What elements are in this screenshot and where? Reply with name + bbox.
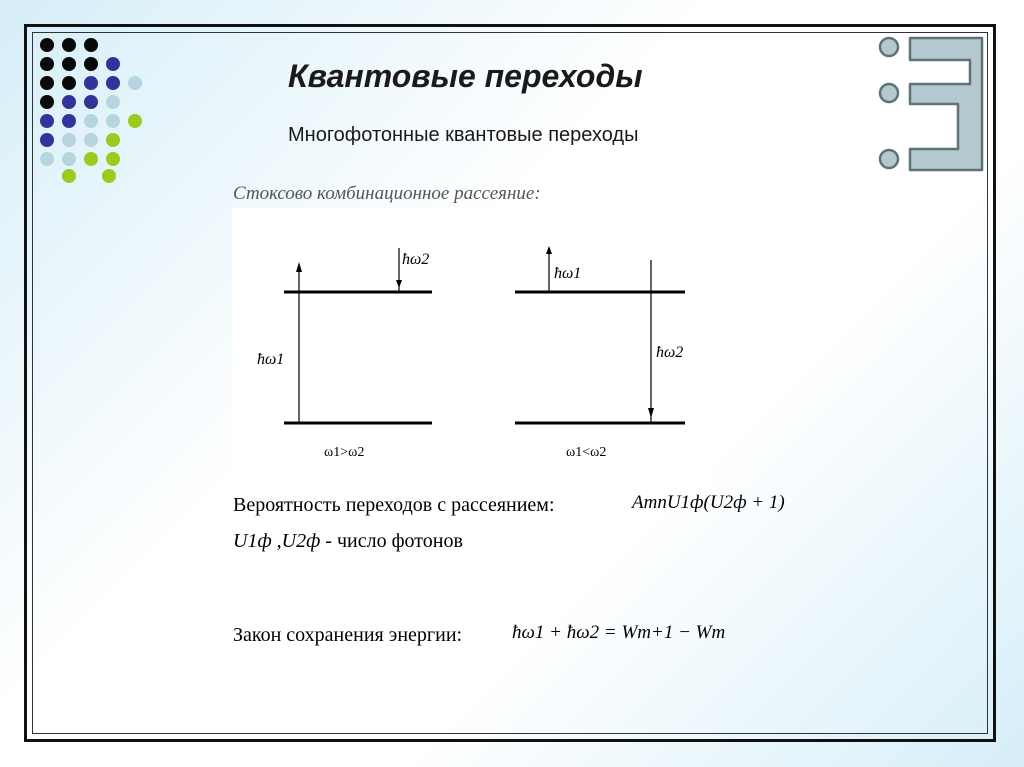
dot — [62, 169, 76, 183]
dot — [106, 133, 120, 147]
label-photon-out-right: ħω2 — [656, 344, 684, 361]
photon-symbols: U1ф ,U2ф — [233, 530, 321, 552]
energy-level-diagram — [232, 208, 709, 492]
condition-left: ω1>ω2 — [324, 445, 365, 460]
bracket-decoration — [870, 34, 990, 174]
dot — [106, 95, 120, 109]
label-photon-in-left: ħω1 — [257, 351, 285, 368]
dot — [62, 76, 76, 90]
dot — [40, 95, 54, 109]
photons-line — [233, 530, 463, 553]
dot — [128, 114, 142, 128]
probability-formula: AmnU1ф(U2ф + 1) — [632, 492, 785, 513]
dot — [40, 114, 54, 128]
dot — [84, 114, 98, 128]
arrow-head-up-left — [296, 262, 302, 272]
photon-description: - число фотонов — [325, 530, 463, 552]
arrow-head-down-right — [648, 408, 654, 418]
dot — [40, 57, 54, 71]
dot — [102, 169, 116, 183]
dot — [40, 133, 54, 147]
dot — [62, 57, 76, 71]
dot — [62, 38, 76, 52]
dot — [62, 95, 76, 109]
label-photon-in-right: ħω1 — [554, 265, 582, 282]
dot — [84, 38, 98, 52]
dot — [106, 114, 120, 128]
energy-formula: ħω1 + ħω2 = Wm+1 − Wm — [512, 622, 726, 643]
dot — [40, 38, 54, 52]
dot — [106, 57, 120, 71]
page-title: Квантовые переходы — [288, 58, 643, 94]
dot — [62, 133, 76, 147]
energy-label: Закон сохранения энергии: — [233, 624, 463, 646]
dot — [62, 114, 76, 128]
dot — [84, 57, 98, 71]
arrow-head-down-left — [396, 280, 402, 288]
dot — [84, 152, 98, 166]
dot — [84, 76, 98, 90]
dot — [106, 152, 120, 166]
dot-grid-decoration — [36, 34, 146, 184]
dot — [84, 95, 98, 109]
dot — [62, 152, 76, 166]
arrow-head-up-right — [546, 246, 552, 254]
dot — [40, 152, 54, 166]
dot — [106, 76, 120, 90]
probability-label: Вероятность переходов с рассеянием: — [233, 494, 555, 516]
dot — [40, 76, 54, 90]
dot — [128, 76, 142, 90]
dot — [84, 133, 98, 147]
condition-right: ω1<ω2 — [566, 445, 607, 460]
diagram-canvas — [232, 208, 709, 492]
label-photon-out-left: ħω2 — [402, 251, 430, 268]
section-label: Стоксово комбинационное рассеяние: — [233, 183, 541, 204]
page-subtitle: Многофотонные квантовые переходы — [288, 124, 639, 146]
